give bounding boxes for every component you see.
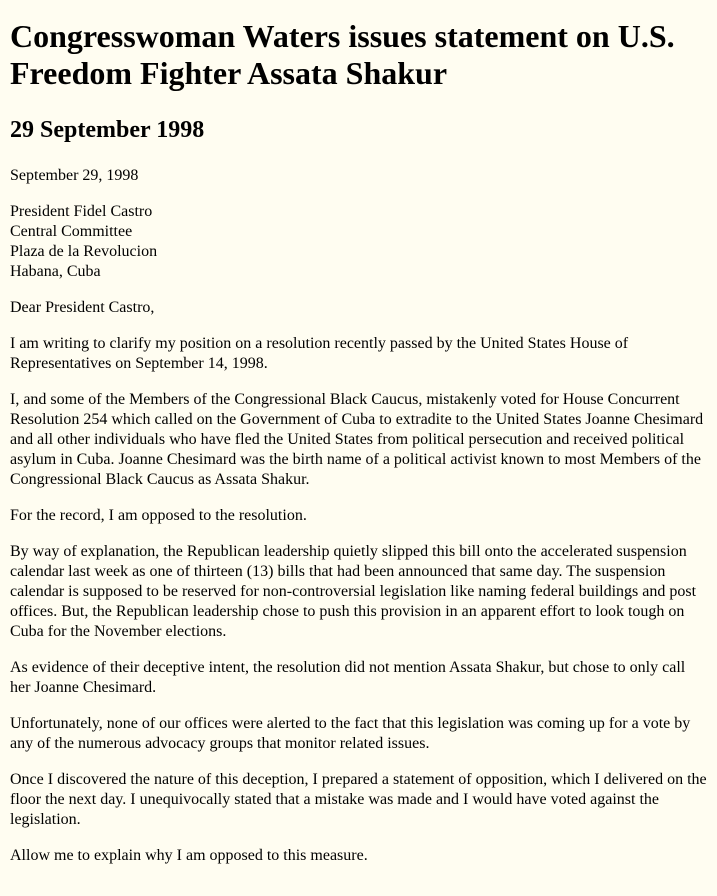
letter-paragraph: I am writing to clarify my position on a resolution recently passed by the United States House of Representatives on September 14, 1998. xyxy=(10,335,629,372)
address-line: Plaza de la Revolucion xyxy=(10,243,158,260)
letter-paragraph: Allow me to explain why I am opposed to this measure. xyxy=(10,847,368,864)
letter-date: September 29, 1998 xyxy=(10,167,139,184)
article-date-heading: 29 September 1998 xyxy=(10,117,205,143)
letter-paragraph: As evidence of their deceptive intent, the resolution did not mention Assata Shakur, but chose to only call her Joanne Chesimard. xyxy=(10,659,686,696)
letter-paragraph: Once I discovered the nature of this deception, I prepared a statement of opposition, which I delivered on the floor the next day. I unequivocally stated that a mistake was made and I would have voted against the legislation. xyxy=(10,771,707,828)
letter-paragraph: I, and some of the Members of the Congressional Black Caucus, mistakenly voted for House Concurrent Resolution 254 which called on the Government of Cuba to extradite to the United States Joanne Chesimard and all other individuals who have fled the United States from political persecution and received political asylum in Cuba. Joanne Chesimard was the birth name of a political activist known to most Members of the Congressional Black Caucus as Assata Shakur. xyxy=(10,391,704,488)
address-line: Habana, Cuba xyxy=(10,263,101,280)
letter-salutation: Dear President Castro, xyxy=(10,299,155,316)
letter-paragraph: Unfortunately, none of our offices were alerted to the fact that this legislation was coming up for a vote by any of the numerous advocacy groups that monitor related issues. xyxy=(10,715,691,752)
article-title: Congresswoman Waters issues statement on U.S. Freedom Fighter Assata Shakur xyxy=(10,18,675,91)
letter-paragraph: By way of explanation, the Republican leadership quietly slipped this bill onto the accelerated suspension calendar last week as one of thirteen (13) bills that had been announced that same day. The suspension calendar is supposed to be reserved for non-controversial legislation like naming federal buildings and post offices. But, the Republican leadership chose to push this provision in an apparent effort to look tough on Cuba for the November elections. xyxy=(10,543,697,640)
letter-address xyxy=(10,202,707,282)
address-line: Central Committee xyxy=(10,223,133,240)
address-line: President Fidel Castro xyxy=(10,203,153,220)
document-page xyxy=(0,18,717,866)
letter-paragraph: For the record, I am opposed to the resolution. xyxy=(10,507,307,524)
